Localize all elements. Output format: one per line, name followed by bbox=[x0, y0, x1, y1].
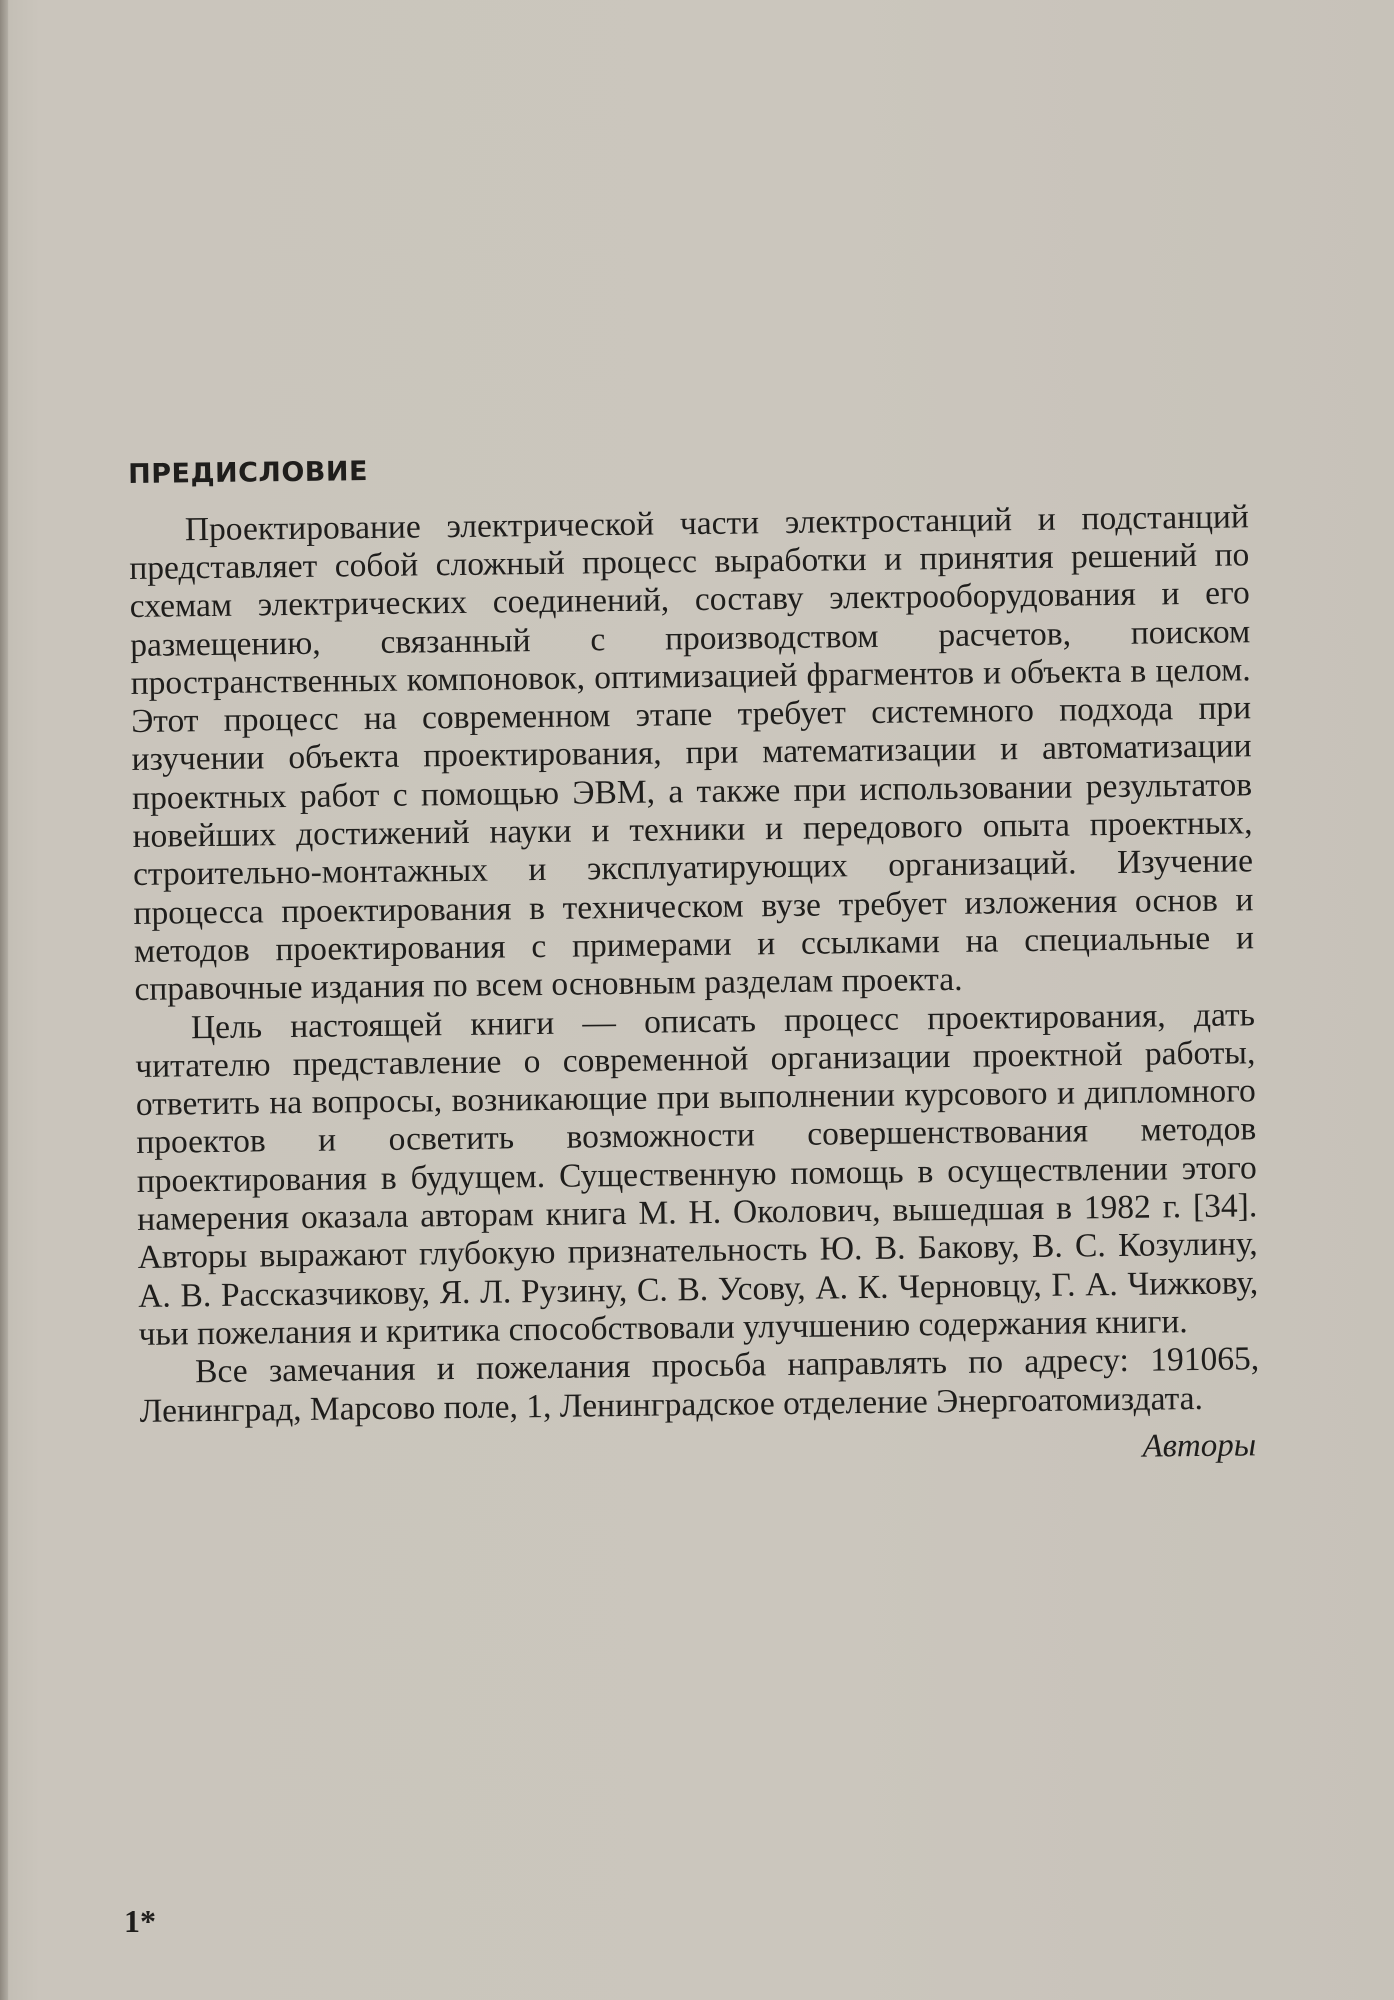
page-number: 1* bbox=[124, 1903, 156, 1939]
paragraph-3: Все замечания и пожелания просьба направлять по адресу: 191065, Ленинград, Марсово поле, 1, Ленинградское отделение Энергоатомиздата. bbox=[139, 1340, 1260, 1430]
page-edge-shadow bbox=[0, 0, 8, 2000]
paragraph-1: Проектирование электрической части электростанций и подстанций представляет собой сложный процесс выработки и принятия решений по схемам электрических соединений, составу электрооборудования и его размещению, связанный с производством расчетов, поиском пространственных компоновок, оптимизацией фрагментов и объекта в целом. Этот процесс на современном этапе требует системного подхода при изучении объекта проектирования, при математизации и автоматизации проектных работ с помощью ЭВМ, а также при использовании результатов новейших достижений науки и техники и передового опыта проектных, строительно-монтажных и эксплуатирующих организаций. Изучение процесса проектирования в техническом вузе требует изложения основ и методов проектирования с примерами и ссылками на специальные и справочные издания по всем основным разделам проекта. bbox=[129, 498, 1255, 1009]
paragraph-2: Цель настоящей книги — описать процесс проектирования, дать читателю представление о современной организации проектной работы, ответить на вопросы, возникающие при выполнении курсового и дипломного проектов и осветить возможности совершенствования методов проектирования в будущем. Существенную помощь в осуществлении этого намерения оказала авторам книга М. Н. Околович, вышедшая в 1982 г. [34]. Авторы выражают глубокую признательность Ю. В. Бакову, В. С. Козулину, А. В. Рассказчикову, Я. Л. Рузину, С. В. Усову, А. К. Черновцу, Г. А. Чижкову, чьи пожелания и критика способствовали улучшению содержания книги. bbox=[135, 995, 1259, 1353]
section-heading: ПРЕДИСЛОВИЕ bbox=[127, 456, 369, 490]
signature: Авторы bbox=[1142, 1427, 1257, 1465]
preface-section bbox=[128, 446, 1260, 1477]
